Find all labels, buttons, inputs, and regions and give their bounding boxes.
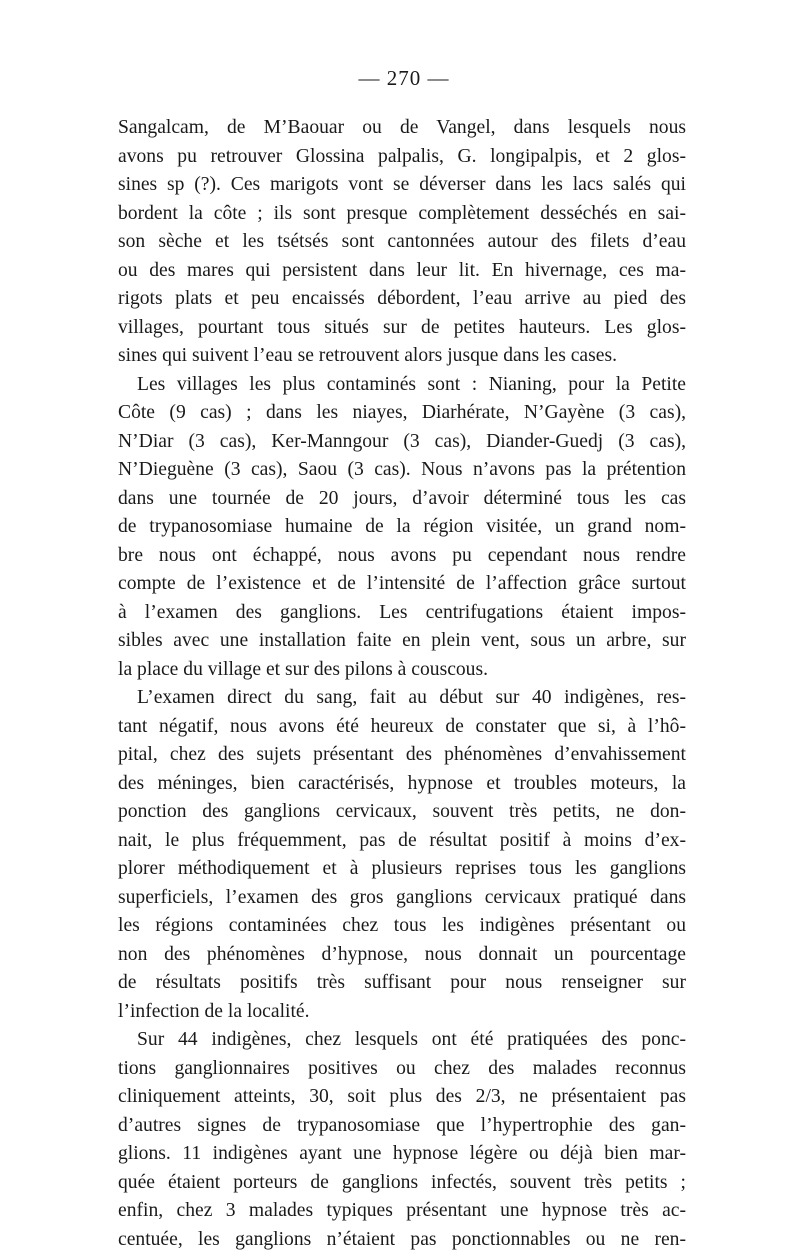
text-line: L’examen direct du sang, fait au début sur 40 indigènes, res- [118, 684, 686, 713]
text-line: Sur 44 indigènes, chez lesquels ont été pratiquées des ponc- [118, 1026, 686, 1055]
text-line: superficiels, l’examen des gros ganglions cervicaux pratiqué dans [118, 884, 686, 913]
text-line: pital, chez des sujets présentant des phénomènes d’envahissement [118, 741, 686, 770]
text-line: centuée, les ganglions n’étaient pas ponctionnables ou ne ren- [118, 1226, 686, 1254]
text-line: la place du village et sur des pilons à couscous. [118, 656, 686, 685]
text-line: bre nous ont échappé, nous avons pu cependant nous rendre [118, 542, 686, 571]
text-line: Les villages les plus contaminés sont : Nianing, pour la Petite [118, 371, 686, 400]
text-line: enfin, chez 3 malades typiques présentant une hypnose très ac- [118, 1197, 686, 1226]
text-line: villages, pourtant tous situés sur de petites hauteurs. Les glos- [118, 314, 686, 343]
text-line: sines qui suivent l’eau se retrouvent alors jusque dans les cases. [118, 342, 686, 371]
text-line: Côte (9 cas) ; dans les niayes, Diarhérate, N’Gayène (3 cas), [118, 399, 686, 428]
text-line: non des phénomènes d’hypnose, nous donnait un pourcentage [118, 941, 686, 970]
text-line: plorer méthodiquement et à plusieurs reprises tous les ganglions [118, 855, 686, 884]
text-line: N’Dieguène (3 cas), Saou (3 cas). Nous n’avons pas la prétention [118, 456, 686, 485]
text-line: bordent la côte ; ils sont presque complètement desséchés en sai- [118, 200, 686, 229]
text-line: avons pu retrouver Glossina palpalis, G. longipalpis, et 2 glos- [118, 143, 686, 172]
paragraph [118, 684, 686, 1026]
paragraph [118, 1026, 686, 1254]
paragraph [118, 371, 686, 685]
text-line: de résultats positifs très suffisant pour nous renseigner sur [118, 969, 686, 998]
text-line: son sèche et les tsétsés sont cantonnées autour des filets d’eau [118, 228, 686, 257]
text-line: ou des mares qui persistent dans leur lit. En hivernage, ces ma- [118, 257, 686, 286]
text-line: N’Diar (3 cas), Ker-Manngour (3 cas), Diander-Guedj (3 cas), [118, 428, 686, 457]
text-line: rigots plats et peu encaissés débordent, l’eau arrive au pied des [118, 285, 686, 314]
text-line: tant négatif, nous avons été heureux de constater que si, à l’hô- [118, 713, 686, 742]
page-number: — 270 — [118, 66, 686, 91]
text-line: d’autres signes de trypanosomiase que l’hypertrophie des gan- [118, 1112, 686, 1141]
text-line: à l’examen des ganglions. Les centrifugations étaient impos- [118, 599, 686, 628]
book-page [118, 66, 686, 1254]
text-line: compte de l’existence et de l’intensité de l’affection grâce surtout [118, 570, 686, 599]
text-line: ponction des ganglions cervicaux, souvent très petits, ne don- [118, 798, 686, 827]
text-line: de trypanosomiase humaine de la région visitée, un grand nom- [118, 513, 686, 542]
text-line: l’infection de la localité. [118, 998, 686, 1027]
text-line: quée étaient porteurs de ganglions infectés, souvent très petits ; [118, 1169, 686, 1198]
text-line: sines sp (?). Ces marigots vont se déverser dans les lacs salés qui [118, 171, 686, 200]
text-line: cliniquement atteints, 30, soit plus des 2/3, ne présentaient pas [118, 1083, 686, 1112]
paragraph [118, 114, 686, 371]
text-line: les régions contaminées chez tous les indigènes présentant ou [118, 912, 686, 941]
text-line: glions. 11 indigènes ayant une hypnose légère ou déjà bien mar- [118, 1140, 686, 1169]
text-line: tions ganglionnaires positives ou chez des malades reconnus [118, 1055, 686, 1084]
text-line: sibles avec une installation faite en plein vent, sous un arbre, sur [118, 627, 686, 656]
text-line: Sangalcam, de M’Baouar ou de Vangel, dans lesquels nous [118, 114, 686, 143]
text-line: des méninges, bien caractérisés, hypnose et troubles moteurs, la [118, 770, 686, 799]
text-line: dans une tournée de 20 jours, d’avoir déterminé tous les cas [118, 485, 686, 514]
text-line: nait, le plus fréquemment, pas de résultat positif à moins d’ex- [118, 827, 686, 856]
page-body-text [118, 114, 686, 1254]
